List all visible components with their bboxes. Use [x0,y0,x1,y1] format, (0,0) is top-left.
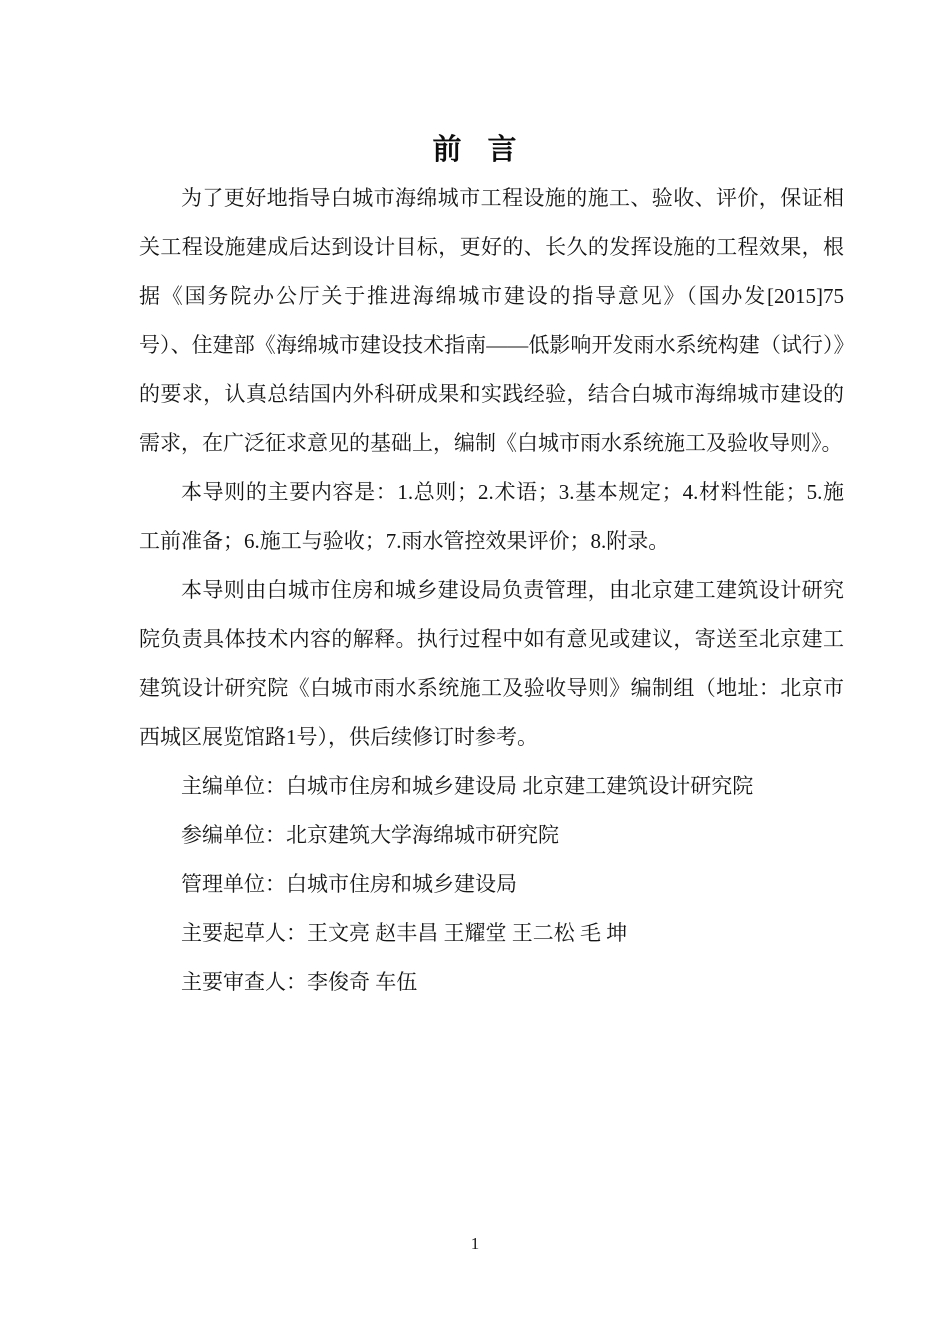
credit-value: 白城市住房和城乡建设局 北京建工建筑设计研究院 [286,774,754,798]
credit-label: 主要起草人： [181,921,307,945]
credit-label: 主要审查人： [181,970,307,994]
credit-label: 主编单位： [181,774,286,798]
credit-value: 王文亮 赵丰昌 王耀堂 王二松 毛 坤 [307,921,628,945]
paragraph-intro: 为了更好地指导白城市海绵城市工程设施的施工、验收、评价，保证相关工程设施建成后达到设计目标，更好的、长久的发挥设施的工程效果，根据《国务院办公厅关于推进海绵城市建设的指导意见》（国办发[2015]75号）、住建部《海绵城市建设技术指南——低影响开发雨水系统构建（试行）》的要求，认真总结国内外科研成果和实践经验，结合白城市海绵城市建设的需求，在广泛征求意见的基础上，编制《白城市雨水系统施工及验收导则》。 [139,186,844,455]
credit-label: 参编单位： [181,823,286,847]
credit-line-drafters [139,909,844,958]
credit-label: 管理单位： [181,872,286,896]
document-body [139,174,844,1007]
page-number: 1 [470,1234,480,1253]
credit-line-co-editor [139,811,844,860]
credit-value: 北京建筑大学海绵城市研究院 [286,823,559,847]
credit-line-chief-editor [139,762,844,811]
credit-value: 李俊奇 车伍 [307,970,418,994]
paragraph-management: 本导则由白城市住房和城乡建设局负责管理，由北京建工建筑设计研究院负责具体技术内容的解释。执行过程中如有意见或建议，寄送至北京建工建筑设计研究院《白城市雨水系统施工及验收导则》编制组（地址：北京市西城区展览馆路1号），供后续修订时参考。 [139,578,844,749]
paragraph-contents: 本导则的主要内容是：1.总则；2.术语；3.基本规定；4.材料性能；5.施工前准备；6.施工与验收；7.雨水管控效果评价；8.附录。 [139,480,844,553]
credit-value: 白城市住房和城乡建设局 [286,872,517,896]
page-title: 前 言 [432,134,518,166]
credit-line-management-unit [139,860,844,909]
credit-line-reviewers [139,958,844,1007]
